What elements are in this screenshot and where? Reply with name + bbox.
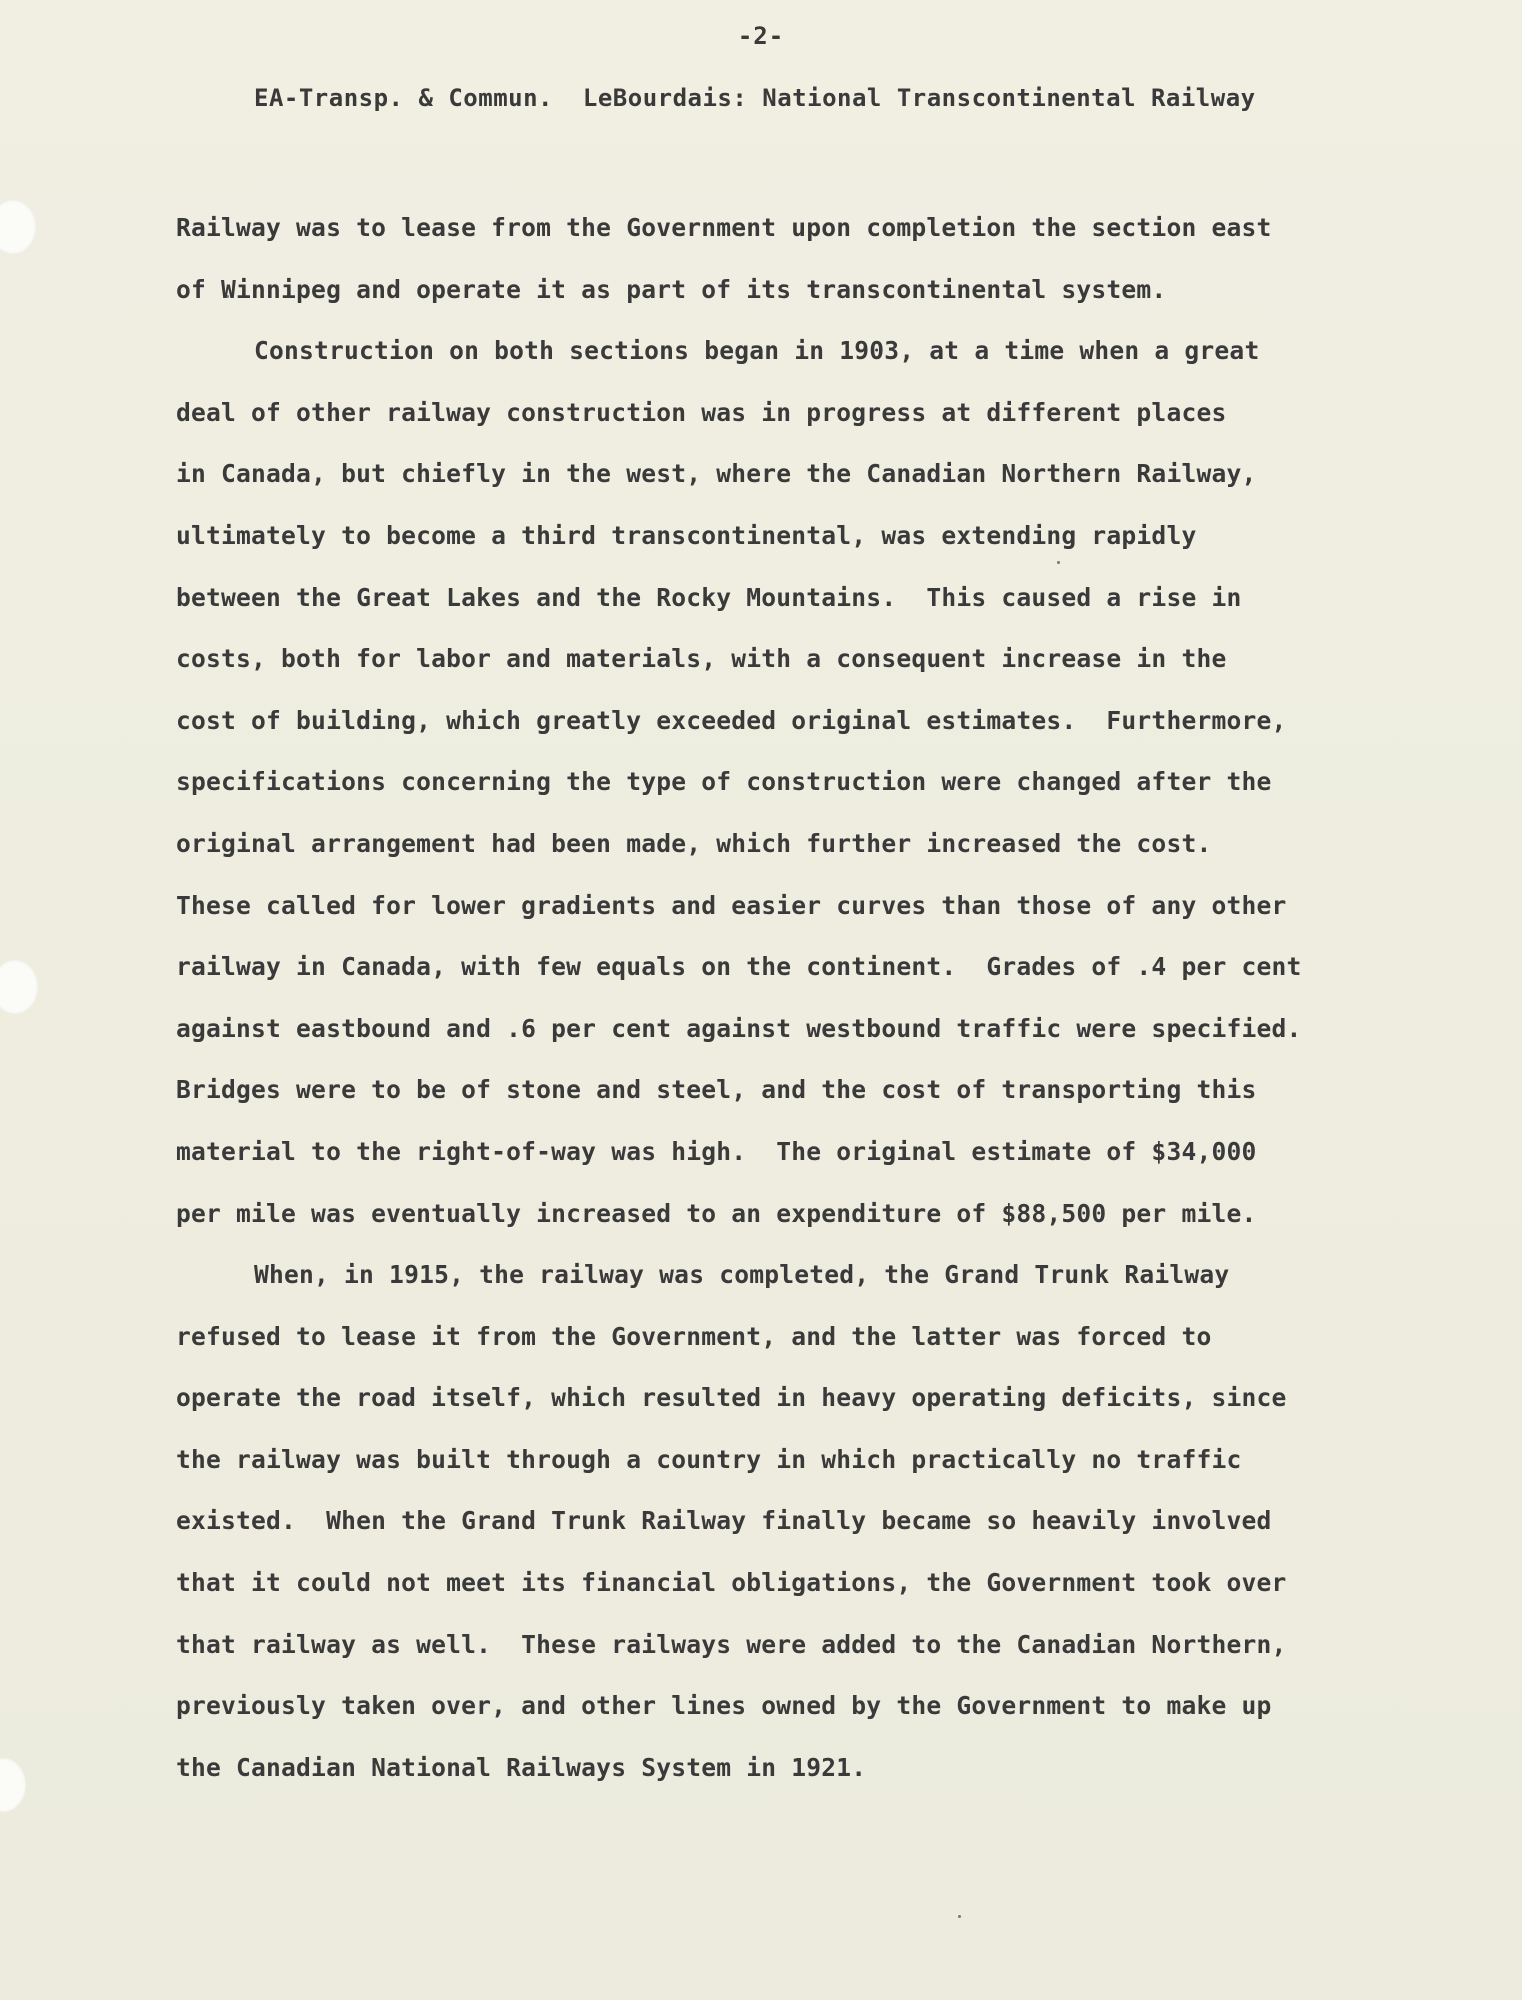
text-line: previously taken over, and other lines owned by the Government to make up bbox=[176, 1691, 1272, 1721]
text-line: specifications concerning the type of construction were changed after the bbox=[176, 767, 1272, 797]
text-line: deal of other railway construction was in progress at different places bbox=[176, 397, 1227, 427]
body-text bbox=[176, 197, 1356, 1798]
text-line: against eastbound and .6 per cent against westbound traffic were specified. bbox=[176, 1013, 1302, 1043]
page-number: -2- bbox=[737, 22, 785, 50]
text-line: the railway was built through a country in which practically no traffic bbox=[176, 1444, 1242, 1474]
punch-hole-bottom bbox=[0, 1758, 26, 1812]
text-line: cost of building, which greatly exceeded original estimates. Furthermore, bbox=[176, 705, 1287, 735]
text-line: refused to lease it from the Government, and the latter was forced to bbox=[176, 1321, 1212, 1351]
text-line: per mile was eventually increased to an expenditure of $88,500 per mile. bbox=[176, 1198, 1257, 1228]
text-line: Bridges were to be of stone and steel, and the cost of transporting this bbox=[176, 1075, 1257, 1105]
document-header bbox=[254, 84, 1256, 112]
text-line: operate the road itself, which resulted in heavy operating deficits, since bbox=[176, 1383, 1287, 1413]
text-line: material to the right-of-way was high. The original estimate of $34,000 bbox=[176, 1136, 1257, 1166]
text-line: When, in 1915, the railway was completed, the Grand Trunk Railway bbox=[254, 1260, 1230, 1290]
text-line: original arrangement had been made, which further increased the cost. bbox=[176, 828, 1212, 858]
text-line: in Canada, but chiefly in the west, where the Canadian Northern Railway, bbox=[176, 459, 1257, 489]
header-title: LeBourdais: National Transcontinental Railway bbox=[582, 84, 1256, 112]
text-line: that railway as well. These railways were added to the Canadian Northern, bbox=[176, 1629, 1287, 1659]
text-line: These called for lower gradients and easier curves than those of any other bbox=[176, 890, 1287, 920]
text-line: the Canadian National Railways System in 1921. bbox=[176, 1752, 867, 1782]
text-line: between the Great Lakes and the Rocky Mountains. This caused a rise in bbox=[176, 582, 1242, 612]
punch-hole-middle bbox=[0, 960, 38, 1014]
paper-speck bbox=[958, 1915, 961, 1918]
text-line: ultimately to become a third transcontinental, was extending rapidly bbox=[176, 520, 1197, 550]
text-line: of Winnipeg and operate it as part of its transcontinental system. bbox=[176, 274, 1167, 304]
header-category: EA-Transp. & Commun. bbox=[254, 84, 553, 112]
paragraph bbox=[176, 197, 1356, 320]
punch-hole-top bbox=[0, 200, 36, 254]
text-line: Construction on both sections began in 1903, at a time when a great bbox=[254, 336, 1260, 366]
text-line: Railway was to lease from the Government upon completion the section east bbox=[176, 213, 1272, 242]
text-line: railway in Canada, with few equals on the continent. Grades of .4 per cent bbox=[176, 952, 1302, 982]
text-line: that it could not meet its financial obligations, the Government took over bbox=[176, 1568, 1287, 1598]
text-line: costs, both for labor and materials, with a consequent increase in the bbox=[176, 644, 1227, 674]
paragraph bbox=[176, 320, 1356, 1244]
paragraph bbox=[176, 1244, 1356, 1798]
text-line: existed. When the Grand Trunk Railway finally became so heavily involved bbox=[176, 1506, 1272, 1536]
